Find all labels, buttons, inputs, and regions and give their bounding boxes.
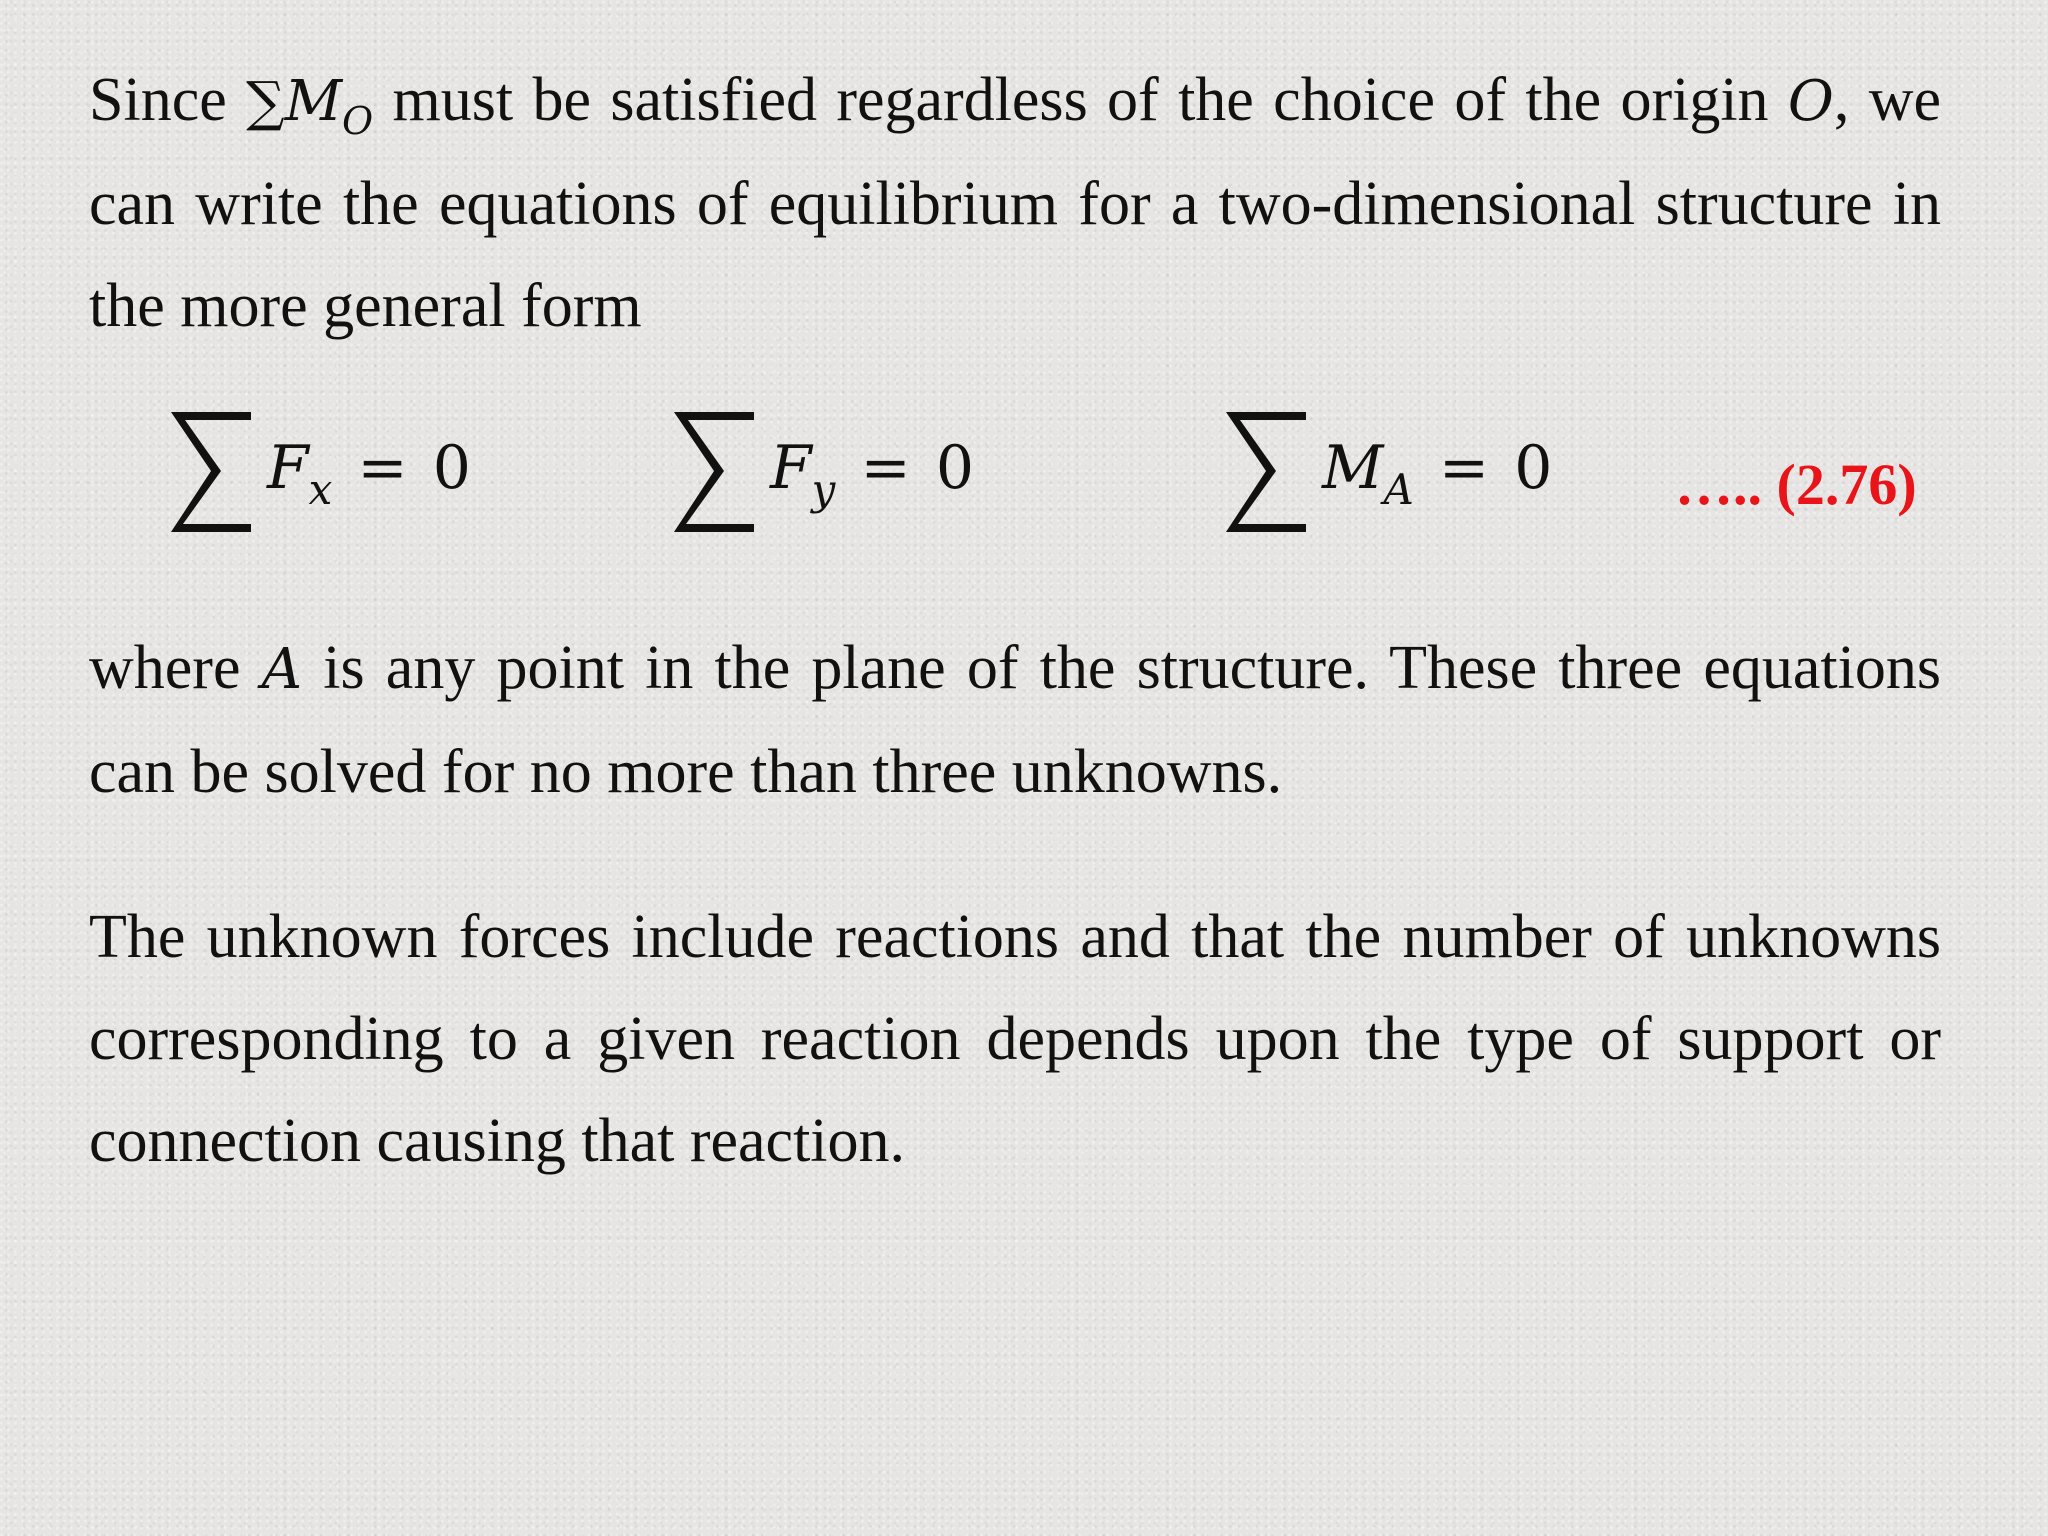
paragraph-intro: [89, 49, 1941, 357]
equation-number: ….. (2.76): [1675, 452, 1917, 517]
equation-subscript: A: [1383, 465, 1414, 514]
equation-expression: [1322, 428, 1553, 514]
paragraph-point-a: [89, 617, 1941, 823]
origin-variable: O: [1787, 69, 1834, 134]
moment-variable: M: [284, 69, 343, 134]
equation-expression: [770, 428, 974, 514]
intro-text-start: Since: [89, 66, 247, 134]
equals-sign: =: [357, 433, 408, 503]
equilibrium-equations: [0, 400, 2048, 550]
equation-subscript: y: [811, 465, 836, 514]
point-variable: A: [261, 637, 303, 702]
equation-variable: M: [1322, 433, 1384, 503]
sum-icon: [1220, 402, 1312, 540]
sum-icon: [165, 402, 257, 540]
sum-icon: [668, 402, 760, 540]
moment-subscript: O: [342, 99, 374, 143]
equation-variable: F: [770, 433, 812, 503]
point-text-start: where: [89, 634, 262, 702]
intro-text-end: , we can write the equations of equilibrium for a two-dimensional structure in the more general form: [89, 66, 1942, 340]
equals-sign: =: [1438, 433, 1490, 503]
equation-rhs: 0: [935, 433, 974, 503]
equation-expression: [267, 428, 471, 514]
equation-subscript: x: [308, 465, 333, 514]
equation-rhs: 0: [432, 433, 471, 503]
equals-sign: =: [860, 433, 911, 503]
equation-variable: F: [267, 433, 309, 503]
intro-text-middle: must be satisfied regardless of the choice of the origin: [373, 66, 1788, 134]
sum-symbol-inline: ∑: [246, 70, 285, 133]
paragraph-unknown-forces: The unknown forces include reactions and that the number of unknowns corresponding to a given reaction depends upon the type of support or connection causing that reaction.: [89, 903, 1941, 1175]
point-text-end: is any point in the plane of the structure. These three equations can be solved for no more than three unknowns.: [89, 634, 1941, 806]
equation-rhs: 0: [1514, 433, 1553, 503]
